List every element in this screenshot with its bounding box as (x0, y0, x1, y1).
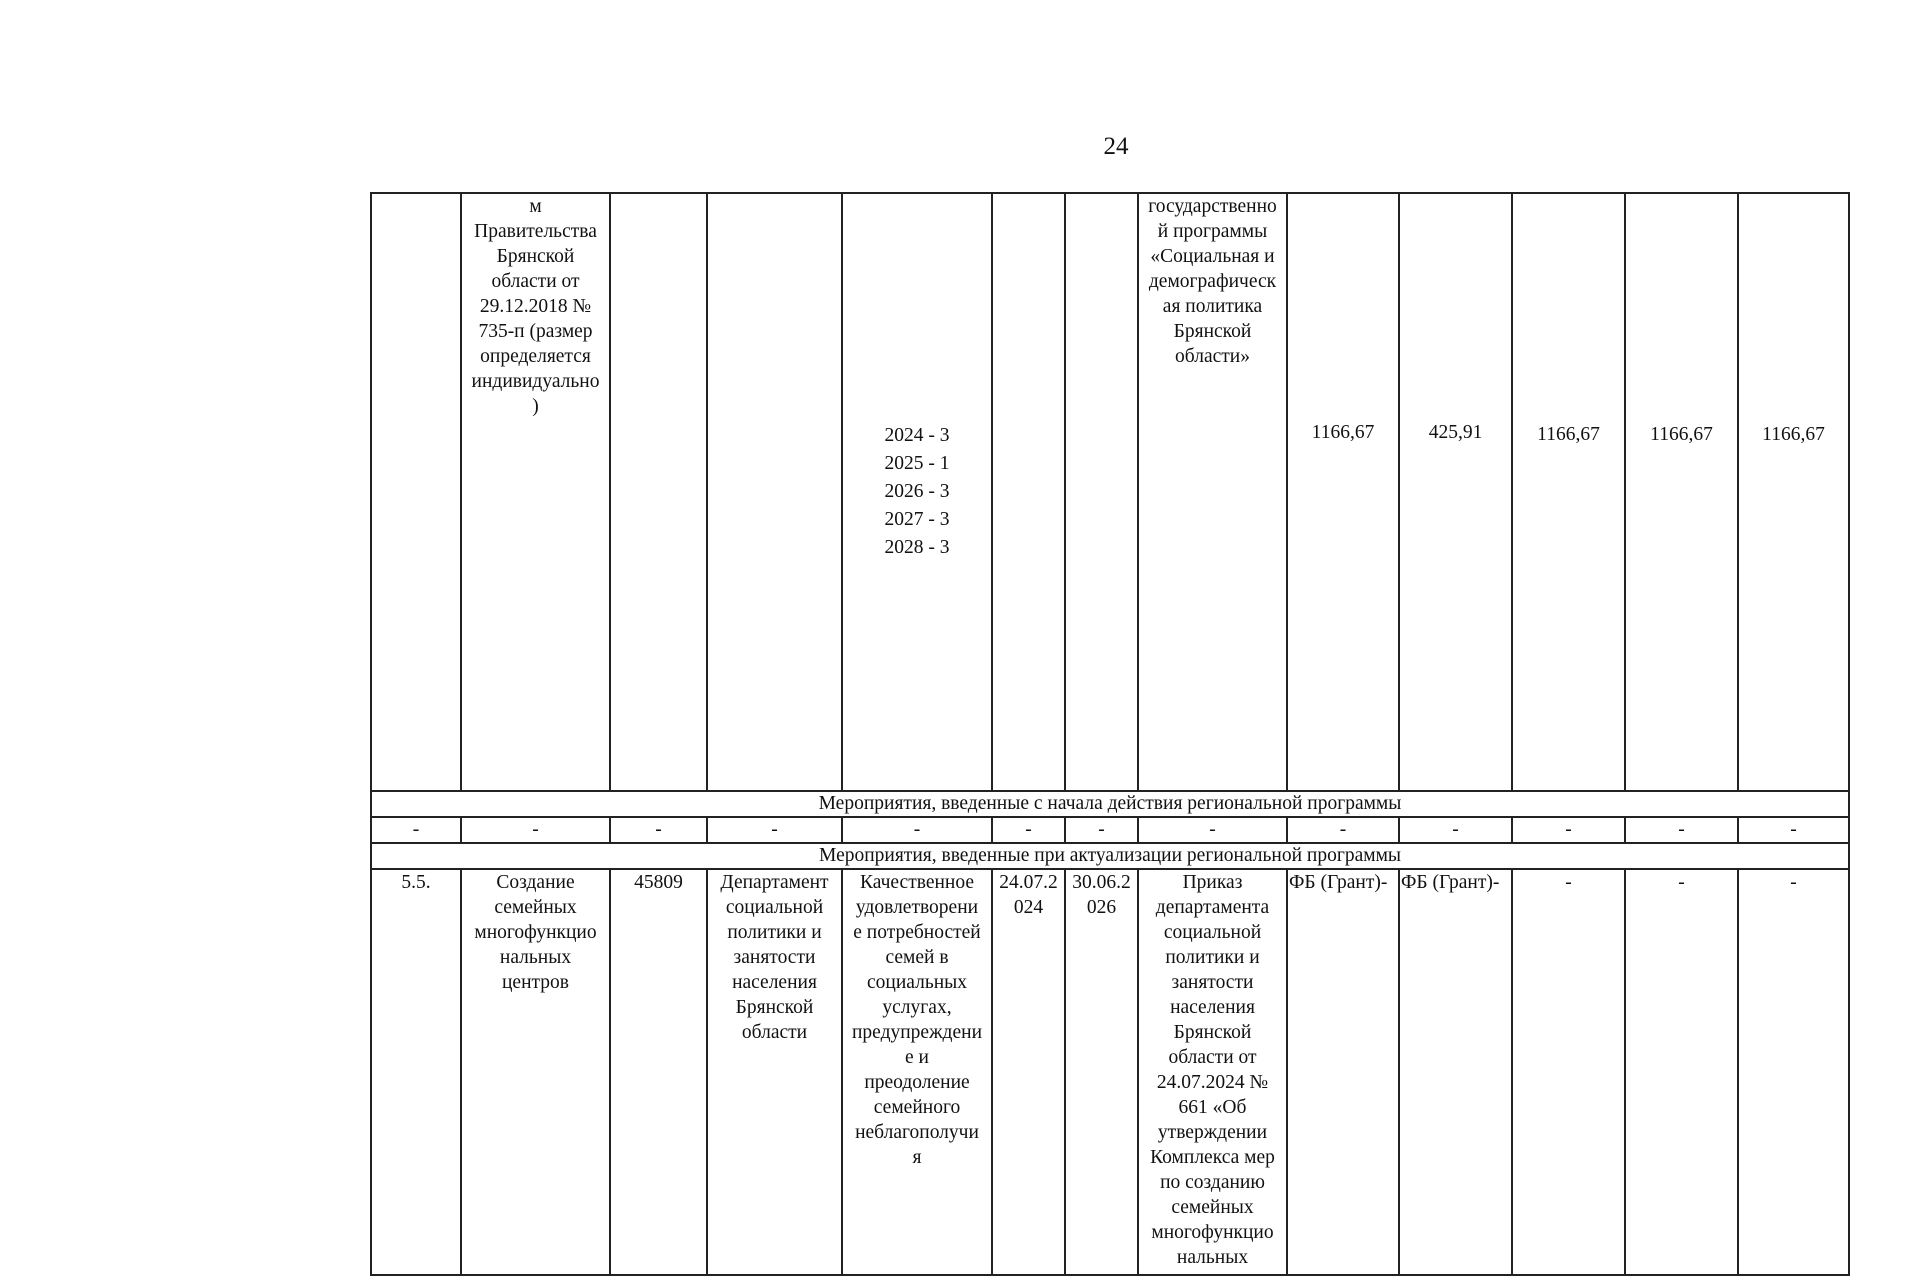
cell-amount-2: 425,91 (1399, 193, 1512, 791)
program-table (370, 192, 1850, 1276)
cell-funding-2: ФБ (Грант)- (1399, 869, 1512, 1275)
cell-funding-4: - (1625, 869, 1738, 1275)
cell-amount-1: 1166,67 (1287, 193, 1399, 791)
cell-name (461, 869, 610, 1275)
cell-basis (1138, 193, 1287, 791)
dash-cell: - (1287, 817, 1399, 843)
dash-cell: - (1512, 817, 1625, 843)
cell-responsible (707, 193, 842, 791)
cell-yearly-values (842, 193, 992, 791)
dash-cell: - (992, 817, 1065, 843)
yearly-values-list: 2024 - 3 2025 - 1 2026 - 3 2027 - 3 2028 - 3 (884, 425, 950, 558)
measure-name: Создание семейных многофункцио нальных центров (474, 872, 597, 993)
dash-cell: - (707, 817, 842, 843)
cell-name (461, 193, 610, 791)
dash-cell: - (461, 817, 610, 843)
order-reference: Приказ департамента социальной политики и занятости населения Брянской области от 24.07.2024 № 661 «Об утверждении Комплекса мер по созданию семейных многофункцио нальных (1150, 872, 1275, 1268)
cell-start (992, 869, 1065, 1275)
cell-number (371, 193, 461, 791)
cell-amount-3: 1166,67 (1512, 193, 1625, 791)
empty-dash-row (371, 817, 1849, 843)
section-header-row (371, 843, 1849, 869)
dash-cell: - (610, 817, 707, 843)
cell-funding-5: - (1738, 869, 1849, 1275)
cell-end (1065, 193, 1138, 791)
legal-basis-text: м Правительства Брянской области от 29.12.2018 № 735-п (размер определяется индивидуально ) (471, 196, 600, 417)
expected-result: Качественное удовлетворени е потребностей семей в социальных услугах, предупреждени е и преодоление семейного неблагополучи я (851, 872, 983, 1168)
table-row-continuation (371, 193, 1849, 791)
cell-funding-1: ФБ (Грант)- (1287, 869, 1399, 1275)
cell-result (842, 869, 992, 1275)
dash-cell: - (1138, 817, 1287, 843)
cell-amount-5: 1166,67 (1738, 193, 1849, 791)
cell-basis (1138, 869, 1287, 1275)
dash-cell: - (1625, 817, 1738, 843)
dash-cell: - (1065, 817, 1138, 843)
cell-code (610, 193, 707, 791)
dash-cell: - (842, 817, 992, 843)
cell-amount-4: 1166,67 (1625, 193, 1738, 791)
table-row-item (371, 869, 1849, 1275)
dash-cell: - (371, 817, 461, 843)
responsible-executor: Департамент социальной политики и занятости населения Брянской области (720, 872, 829, 1043)
cell-responsible (707, 869, 842, 1275)
page-number: 24 (1103, 133, 1129, 160)
cell-number: 5.5. (371, 869, 461, 1275)
dash-cell: - (1399, 817, 1512, 843)
end-date: 30.06.2 026 (1072, 872, 1131, 918)
program-reference-text: государственно й программы «Социальная и демографическ ая политика Брянской области» (1148, 196, 1277, 367)
section-heading-initial: Мероприятия, введенные с начала действия региональной программы (371, 791, 1849, 817)
cell-end (1065, 869, 1138, 1275)
start-date: 24.07.2 024 (999, 872, 1058, 918)
cell-funding-3: - (1512, 869, 1625, 1275)
section-header-row (371, 791, 1849, 817)
cell-start (992, 193, 1065, 791)
cell-code: 45809 (610, 869, 707, 1275)
dash-cell: - (1738, 817, 1849, 843)
section-heading-update: Мероприятия, введенные при актуализации региональной программы (371, 843, 1849, 869)
